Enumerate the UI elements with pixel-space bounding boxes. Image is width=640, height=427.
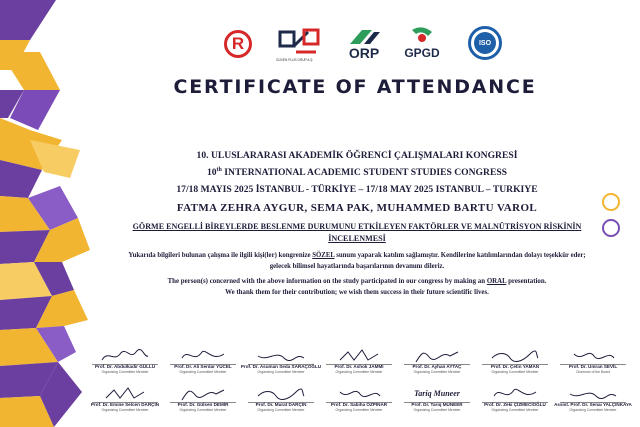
- signatory-name: Prof. Dr. Gülsen DEMİR: [177, 402, 229, 407]
- signatory-name: Prof. Dr. Umran SEVİL: [568, 364, 618, 369]
- signature-top-6: [474, 348, 556, 378]
- signatory-name: Prof. Dr. Ayhan AYTAÇ: [412, 364, 462, 369]
- signature-bottom-5: [396, 386, 478, 416]
- iso-seal-logo: ISO: [468, 26, 502, 60]
- presentation-type-tr: SÖZEL: [312, 252, 335, 259]
- orp-logo: ORP: [342, 26, 386, 66]
- signature-bottom-4: [318, 386, 400, 416]
- registered-mark-logo: R: [224, 30, 252, 58]
- signatory-role: Organizing Committee Member: [491, 370, 539, 374]
- certificate-title: CERTIFICATE OF ATTENDANCE: [173, 76, 537, 98]
- signatory-name: Prof. Dr. Emine Selcen DARÇIN: [90, 402, 160, 407]
- signatory-role: Organizing Committee Member: [179, 370, 227, 374]
- signatory-name: Prof. Dr. Murat DARÇIN: [255, 402, 307, 407]
- congress-name-en: 10th INTERNATIONAL ACADEMIC STUDENT STUDIES CONGRESS: [206, 167, 508, 179]
- signature-bottom-3: [240, 386, 322, 416]
- signatory-name: Assist. Prof. Dr. Senai YALÇINKAYA: [554, 402, 632, 407]
- signature-top-5: [396, 348, 478, 378]
- signature-bottom-7: [552, 386, 634, 416]
- signatory-name: Prof. Dr. Sabiha ÖZPINAR: [330, 402, 388, 407]
- signature-bottom-2: [162, 386, 244, 416]
- signature-top-7: [552, 348, 634, 378]
- handwritten-signature: [256, 348, 306, 364]
- signatory-role: Organizing Committee Member: [101, 408, 149, 412]
- signature-block: [84, 348, 632, 423]
- logo-row: [218, 26, 518, 66]
- signatory-role: Organizing Committee Member: [335, 408, 383, 412]
- signatory-role: Organizing Committee Member: [257, 408, 305, 412]
- guven-plus-logo: GÜVEN PLUS GRUP A.Ş.: [276, 26, 324, 66]
- signatory-name: Prof. Dr. Ashok JAMMI: [334, 364, 384, 369]
- signature-top-1: [84, 348, 166, 378]
- signatory-name: Prof. Dr. Çetin YAMAN: [490, 364, 540, 369]
- signature-bottom-6: [474, 386, 556, 416]
- handwritten-signature: [412, 348, 462, 364]
- signatory-role: Chairman of the Board: [575, 370, 611, 374]
- signatory-role: Organizing Committee Member: [413, 370, 461, 374]
- handwritten-signature: [256, 386, 306, 402]
- signatory-name: Prof. Dr. Zeki ÇİZMECİOĞLU: [484, 402, 546, 407]
- handwritten-signature: [178, 348, 228, 364]
- congress-dates: 17/18 MAYIS 2025 İSTANBUL - TÜRKİYE – 17/18 MAY 2025 ISTANBUL – TURKIYE: [176, 184, 538, 195]
- signature-top-2: [162, 348, 244, 378]
- signatory-role: Organizing Committee Member: [101, 370, 149, 374]
- signatory-role: Organizing Committee Member: [413, 408, 461, 412]
- handwritten-signature: [100, 386, 150, 402]
- presentation-type-en: ORAL: [486, 278, 507, 285]
- signatory-role: Organizing Committee Member: [569, 408, 617, 412]
- signatory-name: Prof. Dr. Ali Serdar YÜCEL: [174, 364, 232, 369]
- signatory-name: Prof. Dr. Abdulkadir GÜLLÜ: [94, 364, 156, 369]
- statement-en: The person(s) concerned with the above information on the study participated in our congress by making an ORAL presentation. We thank them for their contribution; we wish them success in their future scientific lives.: [167, 278, 547, 296]
- statement-tr: Yukarıda bilgileri bulunan çalışma ile ilgili kişi(ler) kongrenize SÖZEL sunum yaparak katılım sağlamıştır. Kendilerine katılımlarından dolayı teşekkür eder; gelecek bilimsel hayatlarında başarılarının devamını dileriz.: [128, 252, 586, 270]
- signatory-role: Organizing Committee Member: [179, 408, 227, 412]
- signature-bottom-1: [84, 386, 166, 416]
- signature-top-4: [318, 348, 400, 378]
- handwritten-signature: [334, 348, 384, 364]
- signatory-role: Organizing Committee Member: [335, 370, 383, 374]
- decorative-rings: [596, 192, 626, 242]
- handwritten-signature: [568, 386, 618, 402]
- handwritten-signature: [334, 386, 384, 402]
- signatory-name: Prof. Dr. Tariq MUNEER: [411, 402, 463, 407]
- handwritten-signature: [568, 348, 618, 364]
- signatory-name: Prof. Dr. Asuman Seda SARAÇOĞLU: [240, 364, 322, 369]
- gpgd-logo: GPGD: [398, 26, 446, 66]
- congress-name-tr: 10. ULUSLARARASI AKADEMİK ÖĞRENCİ ÇALIŞMALARI KONGRESİ: [196, 150, 518, 161]
- handwritten-signature: [178, 386, 228, 402]
- handwritten-signature: [100, 348, 150, 364]
- handwritten-signature: Tariq Muneer: [414, 389, 460, 398]
- handwritten-signature: [490, 386, 540, 402]
- participant-names: FATMA ZEHRA AYGUR, SEMA PAK, MUHAMMED BARTU VAROL: [176, 202, 538, 214]
- paper-title: GÖRME ENGELLİ BİREYLERDE BESLENME DURUMUNU ETKİLEYEN FAKTÖRLER VE MALNÜTRİSYON RİSKİNİN İNCELENMESİ: [132, 222, 582, 243]
- handwritten-signature: [490, 348, 540, 364]
- signatory-role: Organizing Committee Member: [257, 370, 305, 374]
- signatory-role: Organizing Committee Member: [491, 408, 539, 412]
- signature-top-3: [240, 348, 322, 378]
